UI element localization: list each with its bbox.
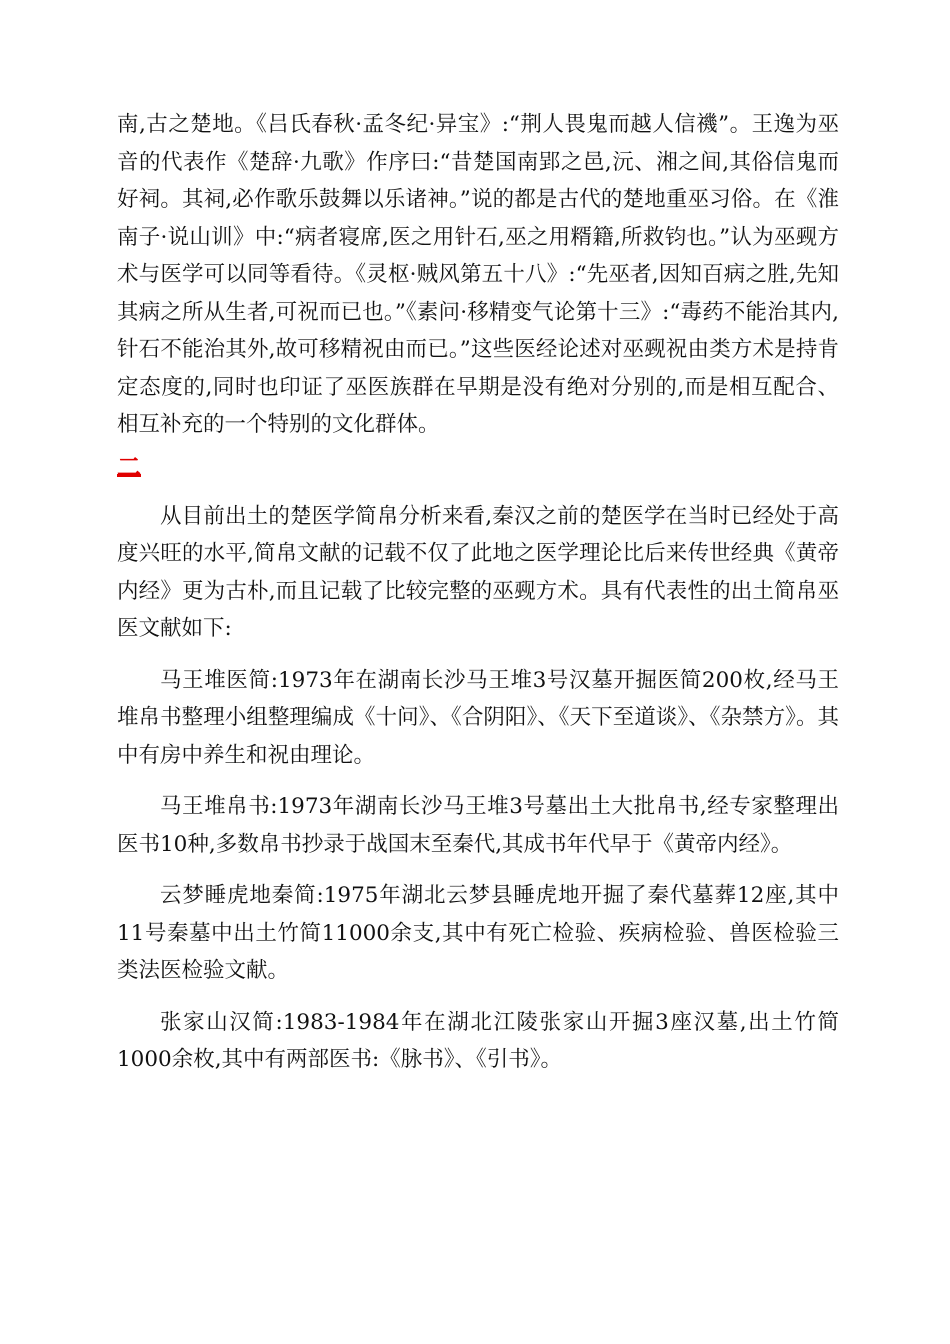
paragraph-shuihudi-slips: 云梦睡虎地秦简:1975年湖北云梦县睡虎地开掘了秦代墓葬12座,其中11号秦墓中出土竹简11000余支,其中有死亡检验、疾病检验、兽医检验三类法医检验文献。 (117, 883, 839, 983)
section-heading-two (117, 451, 839, 481)
paragraph-mawangdui-silk: 马王堆帛书:1973年湖南长沙马王堆3号墓出土大批帛书,经专家整理出医书10种,多数帛书抄录于战国末至秦代,其成书年代早于《黄帝内经》。 (117, 794, 839, 857)
paragraph-zhangjiashan-slips: 张家山汉简:1983-1984年在湖北江陵张家山开掘3座汉墓,出土竹简1000余枚,其中有两部医书:《脉书》、《引书》。 (117, 1009, 839, 1072)
paragraph-excavated-texts-intro: 从目前出土的楚医学简帛分析来看,秦汉之前的楚医学在当时已经处于高度兴旺的水平,简帛文献的记载不仅了此地之医学理论比后来传世经典《黄帝内经》更为古朴,而且记载了比较完整的巫觋方术。具有代表性的出土简帛巫医文献如下: (117, 503, 839, 641)
paragraph-chu-shamanism: 南,古之楚地。《吕氏春秋·孟冬纪·异宝》:“荆人畏鬼而越人信禨”。王逸为巫音的代表作《楚辞·九歌》作序曰:“昔楚国南郢之邑,沅、湘之间,其俗信鬼而好祠。其祠,必作歌乐鼓舞以乐诸神。”说的都是古代的楚地重巫习俗。在《淮南子·说山训》中:“病者寝席,医之用针石,巫之用糈籍,所救钧也。”认为巫觋方术与医学可以同等看待。《灵枢·贼风第五十八》:“先巫者,因知百病之胜,先知其病之所从生者,可祝而已也。”《素问·移精变气论第十三》:“毒药不能治其内,针石不能治其外,故可移精祝由而已。”这些医经论述对巫觋祝由类方术是持肯定态度的,同时也印证了巫医族群在早期是没有绝对分别的,而是相互配合、相互补充的一个特别的文化群体。 (117, 112, 839, 437)
document-page (117, 106, 839, 1079)
paragraph-mawangdui-slips: 马王堆医简:1973年在湖南长沙马王堆3号汉墓开掘医简200枚,经马王堆帛书整理小组整理编成《十问》、《合阴阳》、《天下至道谈》、《杂禁方》。其中有房中养生和祝由理论。 (117, 667, 839, 768)
section-heading-text: 二 (117, 451, 141, 481)
